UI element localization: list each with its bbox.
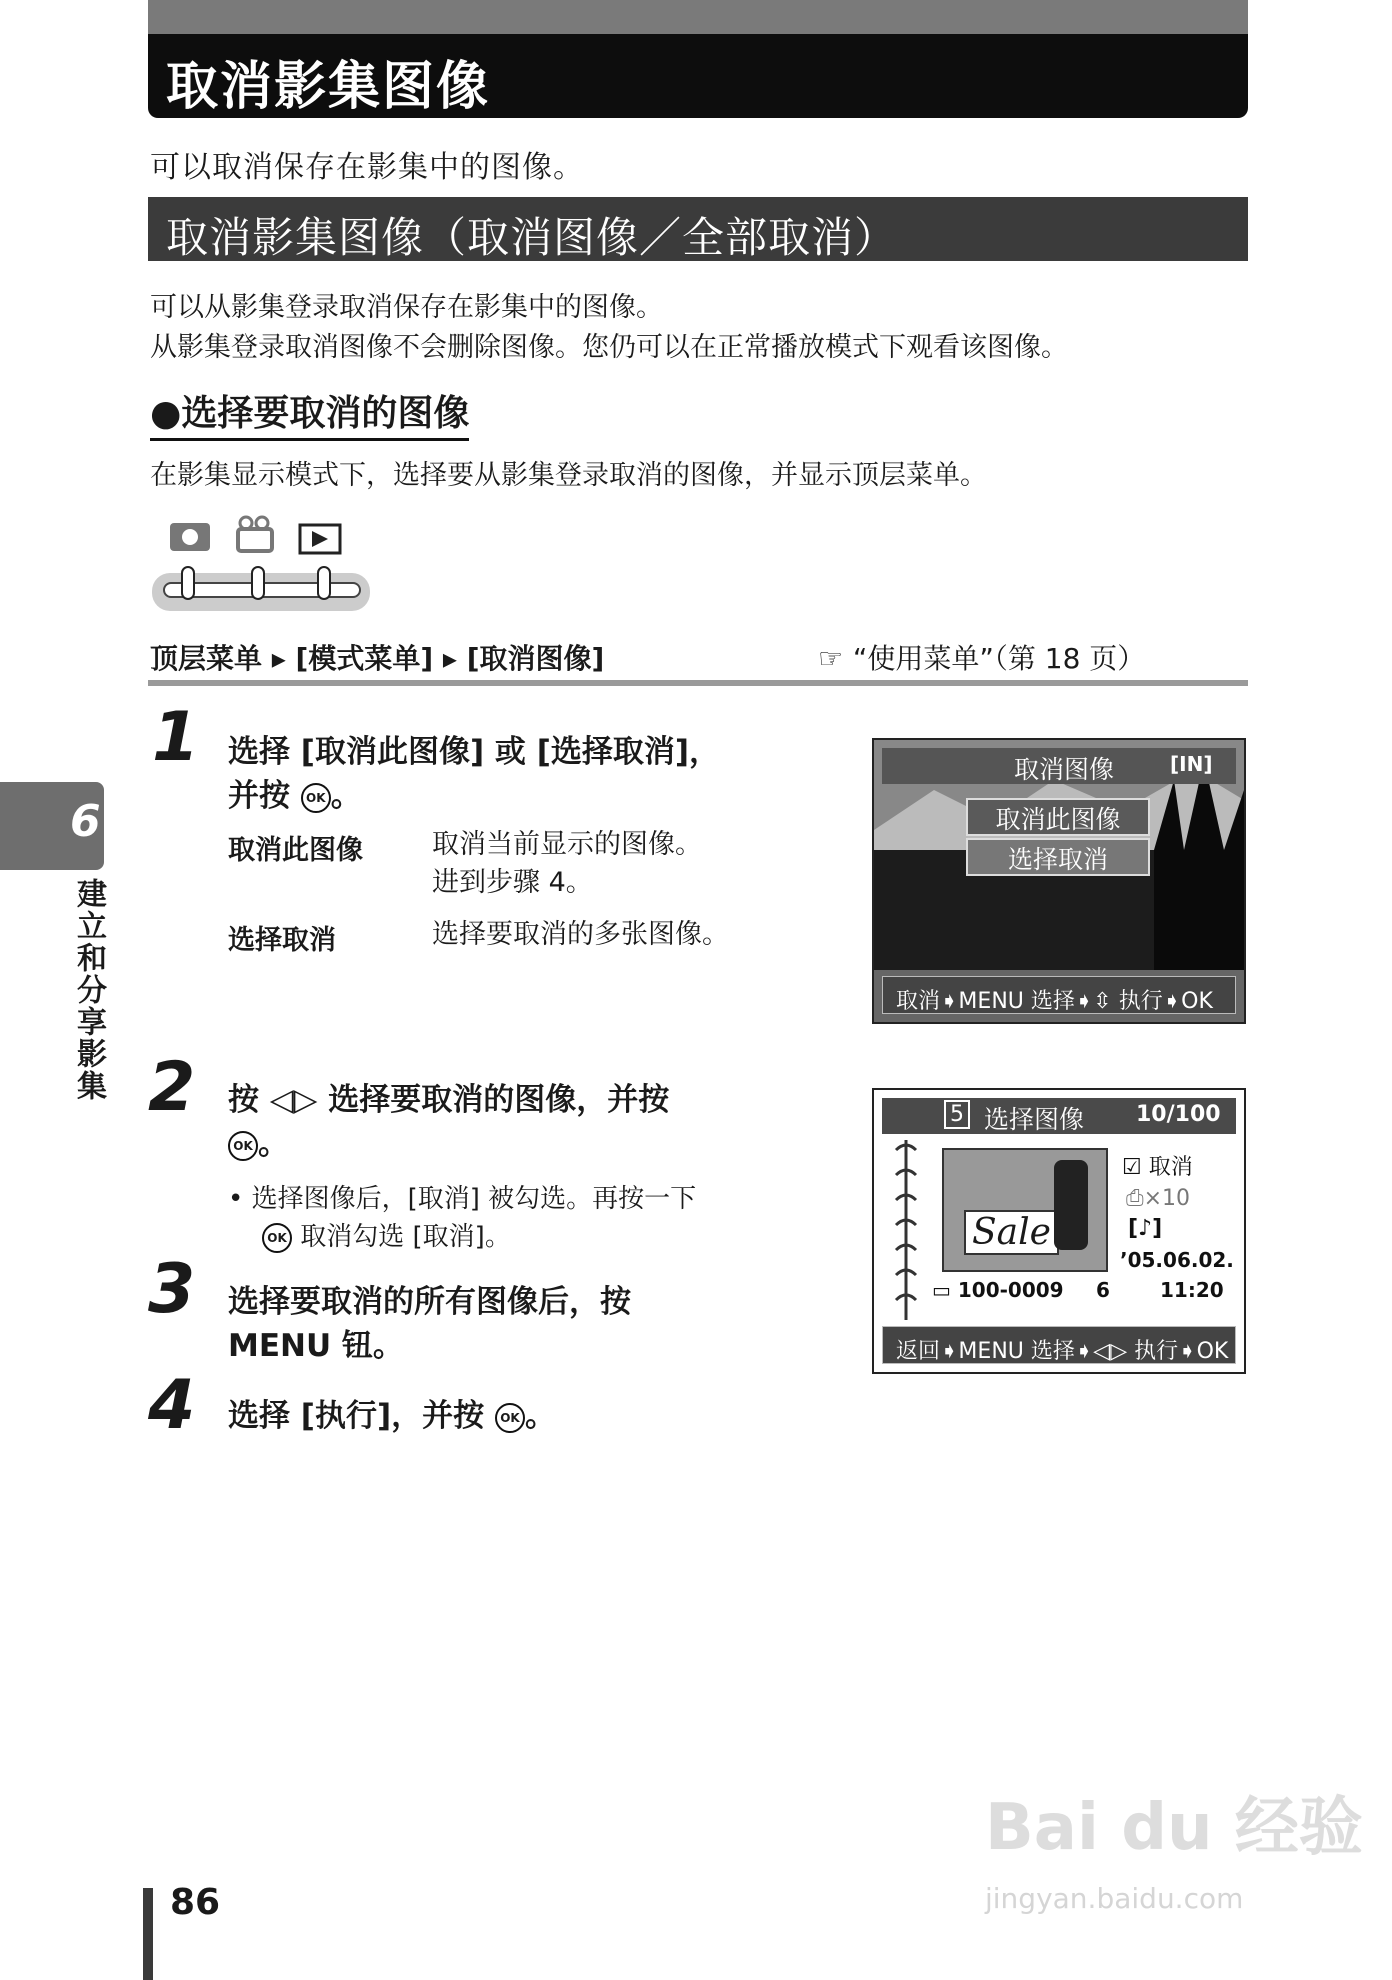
- divider: [148, 680, 1248, 686]
- step-2-bullet: • 选择图像后，[取消] 被勾选。再按一下 OK 取消勾选 [取消]。: [228, 1184, 697, 1252]
- screen1-title: 取消图像: [1014, 755, 1115, 784]
- ok-button-icon: OK: [301, 783, 331, 813]
- menu-item-cancel-this[interactable]: 取消此图像: [966, 798, 1150, 836]
- section-title-bar: [148, 197, 1248, 261]
- camera-screen-select-image: [872, 1088, 1246, 1374]
- reference-hand-icon: ☞: [818, 642, 853, 675]
- step-1-text: [228, 730, 788, 818]
- screen1-memory-badge: [IN]: [1170, 752, 1213, 776]
- intro-text: 可以取消保存在影集中的图像。: [150, 150, 584, 185]
- chapter-number: 6: [70, 796, 101, 847]
- file-icon: ▭: [932, 1278, 958, 1302]
- selected-thumbnail[interactable]: [942, 1148, 1108, 1272]
- section-title: 取消影集图像（取消图像／全部取消）: [166, 213, 898, 262]
- screen1-footer-text: 取消➧MENU 选择➧⇳ 执行➧OK: [896, 989, 1213, 1014]
- chapter-label: 建立和分享影集: [71, 878, 106, 1102]
- step-1-number: 1: [152, 698, 200, 777]
- option-1-name: 取消此图像: [228, 835, 363, 866]
- section-description: [150, 288, 1068, 368]
- step-4-number: 4: [148, 1366, 196, 1445]
- left-right-arrow-icon: ◁▷: [269, 1082, 318, 1118]
- step-1-line-b: 并按 OK 。: [228, 778, 362, 814]
- mode-dial-icon: [150, 515, 375, 615]
- page-title-bar: [148, 34, 1248, 118]
- step-4-text: 选择 [执行]，并按 OK 。: [228, 1398, 556, 1434]
- step-2-number: 2: [148, 1048, 196, 1127]
- image-index: 6: [1096, 1278, 1110, 1302]
- ok-button-icon: OK: [228, 1131, 258, 1161]
- menu-reference: [818, 637, 1145, 677]
- step-2-text: 按 ◁▷ 选择要取消的图像，并按 OK 。: [228, 1082, 670, 1162]
- header-top-strip: [148, 0, 1248, 34]
- section-line-1: 可以从影集登录取消保存在影集中的图像。: [150, 292, 663, 323]
- page-number-bar: [143, 1888, 153, 1980]
- subsection-title: ●选择要取消的图像: [150, 385, 469, 441]
- file-number: ▭ 100-0009: [932, 1278, 1064, 1302]
- ok-button-icon: OK: [262, 1223, 292, 1253]
- baidu-watermark: Bai du 经验: [985, 1791, 1363, 1865]
- section-line-2: 从影集登录取消图像不会删除图像。您仍可以在正常播放模式下观看该图像。: [150, 332, 1068, 363]
- menu-item-select-cancel[interactable]: 选择取消: [966, 838, 1150, 876]
- page-title: 取消影集图像: [166, 57, 491, 117]
- sound-icon: [♪]: [1128, 1216, 1163, 1241]
- step-3-text: 选择要取消的所有图像后，按 MENU 钮。: [228, 1284, 631, 1364]
- option-1-desc: 取消当前显示的图像。 进到步骤 4。: [432, 829, 702, 898]
- print-reservation: ⎙×10: [1126, 1186, 1191, 1211]
- option-2-name: 选择取消: [228, 925, 336, 956]
- album-binding-icon: [886, 1140, 926, 1320]
- menu-reference-text: “使用菜单”（第 18 页）: [852, 642, 1146, 675]
- screen2-footer-text: 返回➧MENU 选择➧◁▷ 执行➧OK: [896, 1339, 1229, 1364]
- baidu-watermark-url: jingyan.baidu.com: [985, 1882, 1244, 1915]
- person-figure: [1054, 1160, 1088, 1250]
- camera-screen-cancel-menu: [872, 738, 1246, 1024]
- chapter-tab: [0, 782, 104, 870]
- sale-sign: Sale: [964, 1210, 1059, 1255]
- cancel-checkbox[interactable]: ☑ 取消: [1122, 1155, 1193, 1180]
- image-date: ’05.06.02.: [1120, 1248, 1234, 1272]
- ok-button-icon: OK: [495, 1403, 525, 1433]
- subsection-text: 在影集显示模式下，选择要从影集登录取消的图像，并显示顶层菜单。: [150, 460, 987, 491]
- image-time: 11:20: [1160, 1278, 1224, 1302]
- image-counter: 10/100: [1136, 1102, 1221, 1127]
- album-number: 5: [944, 1100, 970, 1129]
- step-3-number: 3: [148, 1250, 196, 1329]
- option-2-desc: 选择要取消的多张图像。: [432, 919, 729, 950]
- page-number: 86: [170, 1882, 221, 1923]
- step-1-line-a: 选择 [取消此图像] 或 [选择取消]，: [228, 734, 721, 770]
- menu-path: 顶层菜单 ▸ [模式菜单] ▸ [取消图像]: [150, 642, 605, 675]
- screen2-title: 选择图像: [984, 1105, 1085, 1134]
